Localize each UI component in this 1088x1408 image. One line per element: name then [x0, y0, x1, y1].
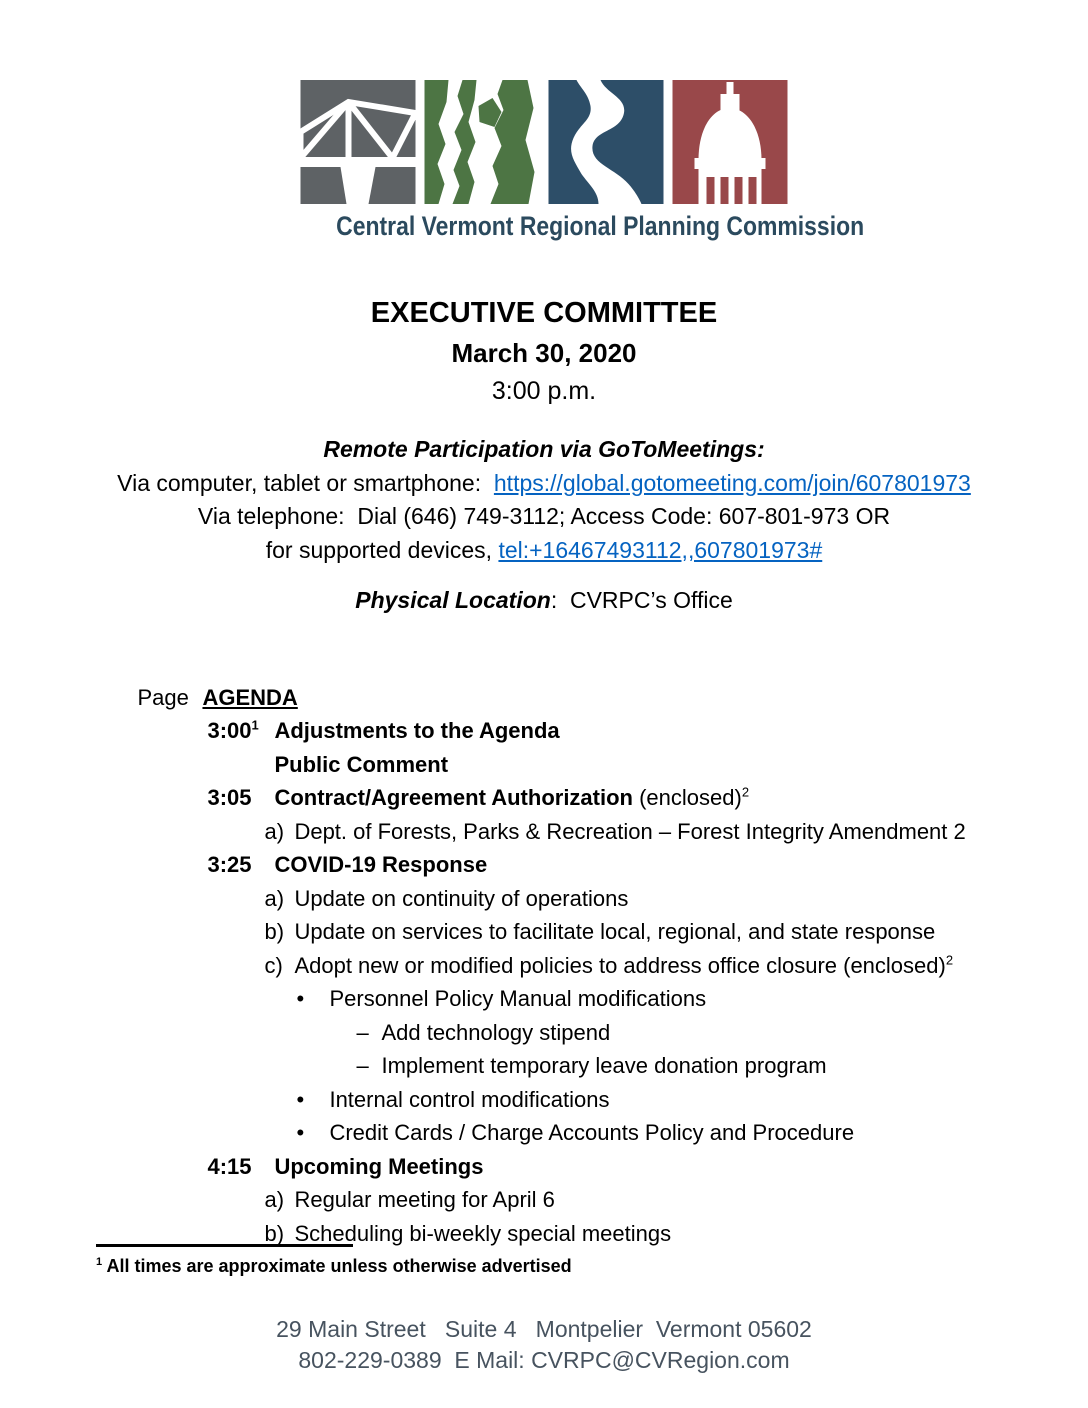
meeting-date: March 30, 2020: [451, 338, 637, 368]
agenda-title: Upcoming Meetings: [274, 1153, 484, 1179]
remote-participation: [0, 433, 1088, 567]
agenda-title: Contract/Agreement Authorization: [274, 785, 633, 810]
agenda-subitem: [0, 848, 1088, 911]
page-footer: [0, 1314, 1088, 1376]
footnote-ref: 1: [251, 717, 259, 733]
capitol-dome-icon: [673, 80, 788, 204]
physical-location-line: [0, 587, 1088, 614]
subitem-marker: b): [264, 1220, 285, 1246]
subitem-text: Update on services to facilitate local, regional, and state response: [294, 919, 936, 944]
footnote: [96, 1244, 572, 1277]
agenda-time: 3:25: [207, 852, 252, 877]
subitem-marker: a): [264, 818, 285, 844]
agenda-title-suffix: (enclosed): [632, 785, 742, 810]
bullet-icon: •: [296, 1120, 305, 1145]
subitem-marker: a): [264, 885, 285, 911]
agenda-title: Adjustments to the Agenda: [274, 718, 560, 743]
title-block: [0, 296, 1088, 406]
meeting-title: EXECUTIVE COMMITTEE: [370, 297, 718, 329]
agenda-subitem: [0, 1150, 1088, 1212]
agenda-time: 3:05: [207, 785, 252, 810]
logo-panels: [300, 80, 789, 204]
footnote-separator-rule: [96, 1244, 353, 1247]
remote-computer-label: Via computer, tablet or smartphone:: [117, 469, 494, 496]
dash-text: Implement temporary leave donation program: [381, 1053, 827, 1078]
subitem-text: Dept. of Forests, Parks & Recreation – Forest Integrity Amendment 2: [294, 818, 966, 844]
remote-computer-line: [0, 467, 1088, 501]
agenda-title: Public Comment: [274, 751, 449, 777]
footnote-text-line: [96, 1256, 572, 1277]
bridge-icon: [301, 80, 416, 204]
vermont-map-icon: [425, 80, 540, 204]
remote-devices-label: for supported devices,: [265, 536, 499, 563]
agenda-header-row: [0, 647, 1088, 710]
dash-icon: –: [356, 1053, 369, 1078]
bullet-icon: •: [296, 986, 305, 1011]
footer-contact: 802-229-0389 E Mail: CVRPC@CVRegion.com: [298, 1347, 790, 1373]
subitem-text: Adopt new or modified policies to address office closure (enclosed): [294, 952, 946, 978]
gotomeeting-link[interactable]: https://global.gotomeeting.com/join/607801973: [493, 469, 971, 496]
page-column-label: Page: [137, 684, 189, 710]
dash-icon: –: [356, 1019, 369, 1045]
bullet-text: Credit Cards / Charge Accounts Policy and Procedure: [329, 1120, 855, 1145]
footnote-ref: 2: [741, 784, 750, 800]
footnote-ref: 2: [945, 952, 954, 968]
bullet-text: Internal control modifications: [329, 1086, 610, 1112]
footnote-marker: 1: [96, 1256, 103, 1268]
agenda-item-contract-authorization: [0, 748, 1088, 810]
footer-address: 29 Main Street Suite 4 Montpelier Vermont 05602: [276, 1316, 812, 1342]
bullet-text: Personnel Policy Manual modifications: [329, 986, 707, 1011]
subitem-marker: b): [264, 919, 285, 944]
agenda-time: [207, 714, 274, 748]
agenda-heading: AGENDA: [202, 684, 298, 710]
time-text: 3:00: [207, 718, 252, 743]
footnote-text: All times are approximate unless otherwise advertised: [102, 1256, 572, 1276]
subitem-text: Scheduling bi-weekly special meetings: [294, 1220, 672, 1246]
dash-text: Add technology stipend: [381, 1019, 611, 1045]
subitem-text: Regular meeting for April 6: [294, 1187, 555, 1212]
agenda-title: COVID-19 Response: [274, 852, 488, 877]
remote-devices-line: [0, 534, 1088, 568]
river-icon: [549, 80, 664, 204]
physical-location-value: : CVRPC’s Office: [550, 587, 733, 613]
org-logo: [300, 80, 865, 242]
agenda: [0, 647, 1088, 1246]
org-name: Central Vermont Regional Planning Commission: [336, 211, 865, 241]
telephone-link[interactable]: tel:+16467493112,,607801973#: [498, 536, 823, 563]
agenda-time: 4:15: [207, 1153, 252, 1179]
subitem-marker: a): [264, 1187, 285, 1212]
physical-location-label: Physical Location: [355, 587, 551, 613]
meeting-time: 3:00 p.m.: [491, 377, 597, 405]
remote-telephone-line: Via telephone: Dial (646) 749-3112; Access Code: 607-801-973 OR: [197, 503, 891, 529]
subitem-text: Update on continuity of operations: [294, 885, 629, 911]
remote-heading: Remote Participation via GoToMeetings:: [323, 436, 765, 462]
subitem-marker: c): [264, 952, 283, 978]
bullet-icon: •: [296, 1086, 305, 1112]
